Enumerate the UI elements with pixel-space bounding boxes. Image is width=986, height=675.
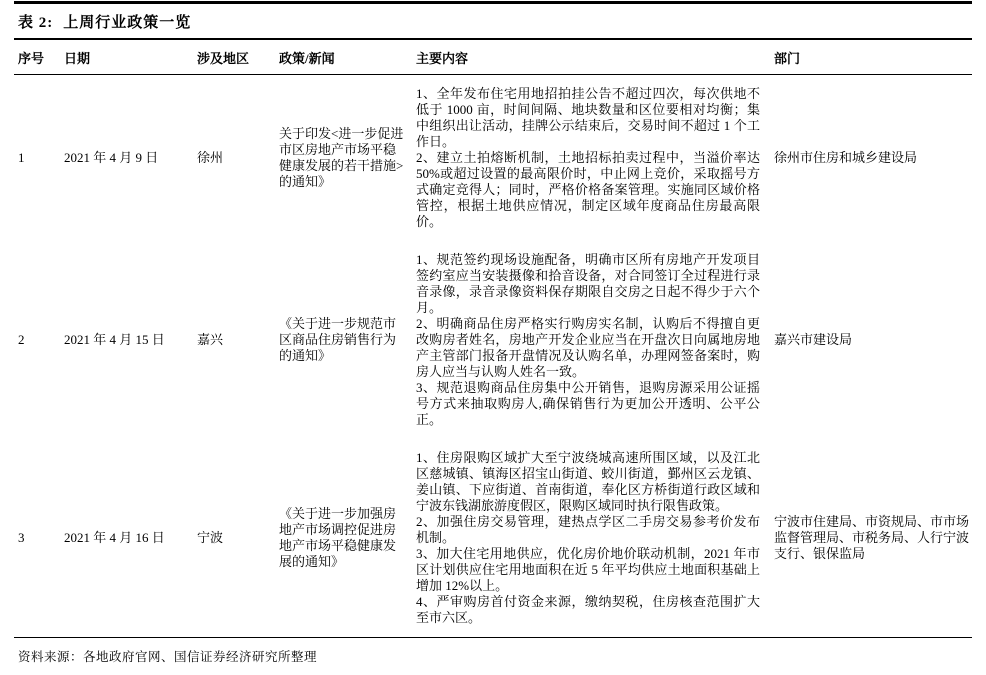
content-paragraph: 1、住房限购区域扩大至宁波绕城高速所围区域，以及江北区慈城镇、镇海区招宝山街道、蛟川街道，鄞州区云龙镇、姜山镇、下应街道、首南街道，奉化区方桥街道行政区域和宁波东钱湖旅游度假区，限购区域同时执行限售政策。 xyxy=(416,450,760,513)
date-cell: 2021 年 4 月 16 日 xyxy=(64,530,165,545)
department-cell: 徐州市住房和城乡建设局 xyxy=(774,150,918,165)
policy-cell: 《关于进一步加强房地产市场调控促进房地产市场平稳健康发展的通知》 xyxy=(279,506,397,569)
table-row xyxy=(0,241,986,439)
region-cell: 徐州 xyxy=(197,150,224,165)
table-row xyxy=(0,75,986,241)
content-paragraph: 2、加强住房交易管理，建热点学区二手房交易参考价发布机制。 xyxy=(416,514,760,545)
content-paragraph: 2、建立土拍熔断机制，土地招标拍卖过程中，当溢价率达 50%或超过设置的最高限价时，中止网上竞价，采取摇号方式确定竞得人；同时，严格价格备案管理。实施同区域价格管控，根据土地供应情况，制定区域年度商品住房最高限价。 xyxy=(416,150,760,229)
content-paragraph: 4、严审购房首付资金来源，缴纳契税，住房核查范围扩大至市六区。 xyxy=(416,594,760,625)
policy-table xyxy=(0,40,986,675)
region-cell: 宁波 xyxy=(197,530,224,545)
header-col-no: 序号 xyxy=(18,51,45,66)
table-row xyxy=(0,439,986,637)
header-col-dept: 部门 xyxy=(774,51,801,66)
table-title xyxy=(0,4,986,38)
content-paragraph: 1、全年发布住宅用地招拍挂公告不超过四次，每次供地不低于 1000 亩，时间间隔、地块数量和区位要相对均衡；集中组织出让活动，挂牌公示结束后，交易时间不超过 1 个工作日。 xyxy=(416,86,760,149)
table-title-prefix: 表 2: xyxy=(18,15,54,31)
header-col-content: 主要内容 xyxy=(416,51,469,66)
header-col-region: 涉及地区 xyxy=(197,51,250,66)
department-cell: 嘉兴市建设局 xyxy=(774,332,853,347)
date-cell: 2021 年 4 月 9 日 xyxy=(64,150,159,165)
policy-cell: 《关于进一步规范市区商品住房销售行为的通知》 xyxy=(279,316,397,363)
content-paragraph: 3、加大住宅用地供应，优化房价地价联动机制，2021 年市区计划供应住宅用地面积在近 5 年平均供应土地面积基础上增加 12%以上。 xyxy=(416,546,760,593)
content-paragraph: 1、规范签约现场设施配备，明确市区所有房地产开发项目签约室应当安装摄像和拾音设备，对合同签订全过程进行录音录像，录音录像资料保存期限自交房之日起不得少于六个月。 xyxy=(416,252,760,315)
content-paragraph: 2、明确商品住房严格实行购房实名制，认购后不得擅自更改购房者姓名，房地产开发企业应当在开盘次日向属地房地产主管部门报备开盘情况及认购名单，办理网签备案时，购房人应当与认购人姓名一致。 xyxy=(416,316,760,379)
table-title-text: 上周行业政策一览 xyxy=(63,15,192,31)
date-cell: 2021 年 4 月 15 日 xyxy=(64,332,165,347)
table-header-row xyxy=(0,40,986,74)
content-cell xyxy=(416,450,774,626)
header-col-date: 日期 xyxy=(64,51,91,66)
row-number-cell: 3 xyxy=(18,530,25,545)
content-cell xyxy=(416,252,774,428)
content-paragraph: 3、规范退购商品住房集中公开销售，退购房源采用公证摇号方式来抽取购房人,确保销售行为更加公开透明、公平公正。 xyxy=(416,380,760,427)
region-cell: 嘉兴 xyxy=(197,332,224,347)
source-note: 资料来源：各地政府官网、国信证券经济研究所整理 xyxy=(18,650,318,664)
row-number-cell: 2 xyxy=(18,332,25,347)
policy-cell: 关于印发<进一步促进市区房地产市场平稳健康发展的若干措施>的通知》 xyxy=(279,126,404,189)
department-cell: 宁波市住建局、市资规局、市市场监督管理局、市税务局、人行宁波支行、银保监局 xyxy=(774,514,970,561)
row-number-cell: 1 xyxy=(18,150,25,165)
table-body xyxy=(0,75,986,637)
header-col-policy: 政策/新闻 xyxy=(279,51,335,66)
content-cell xyxy=(416,86,774,230)
